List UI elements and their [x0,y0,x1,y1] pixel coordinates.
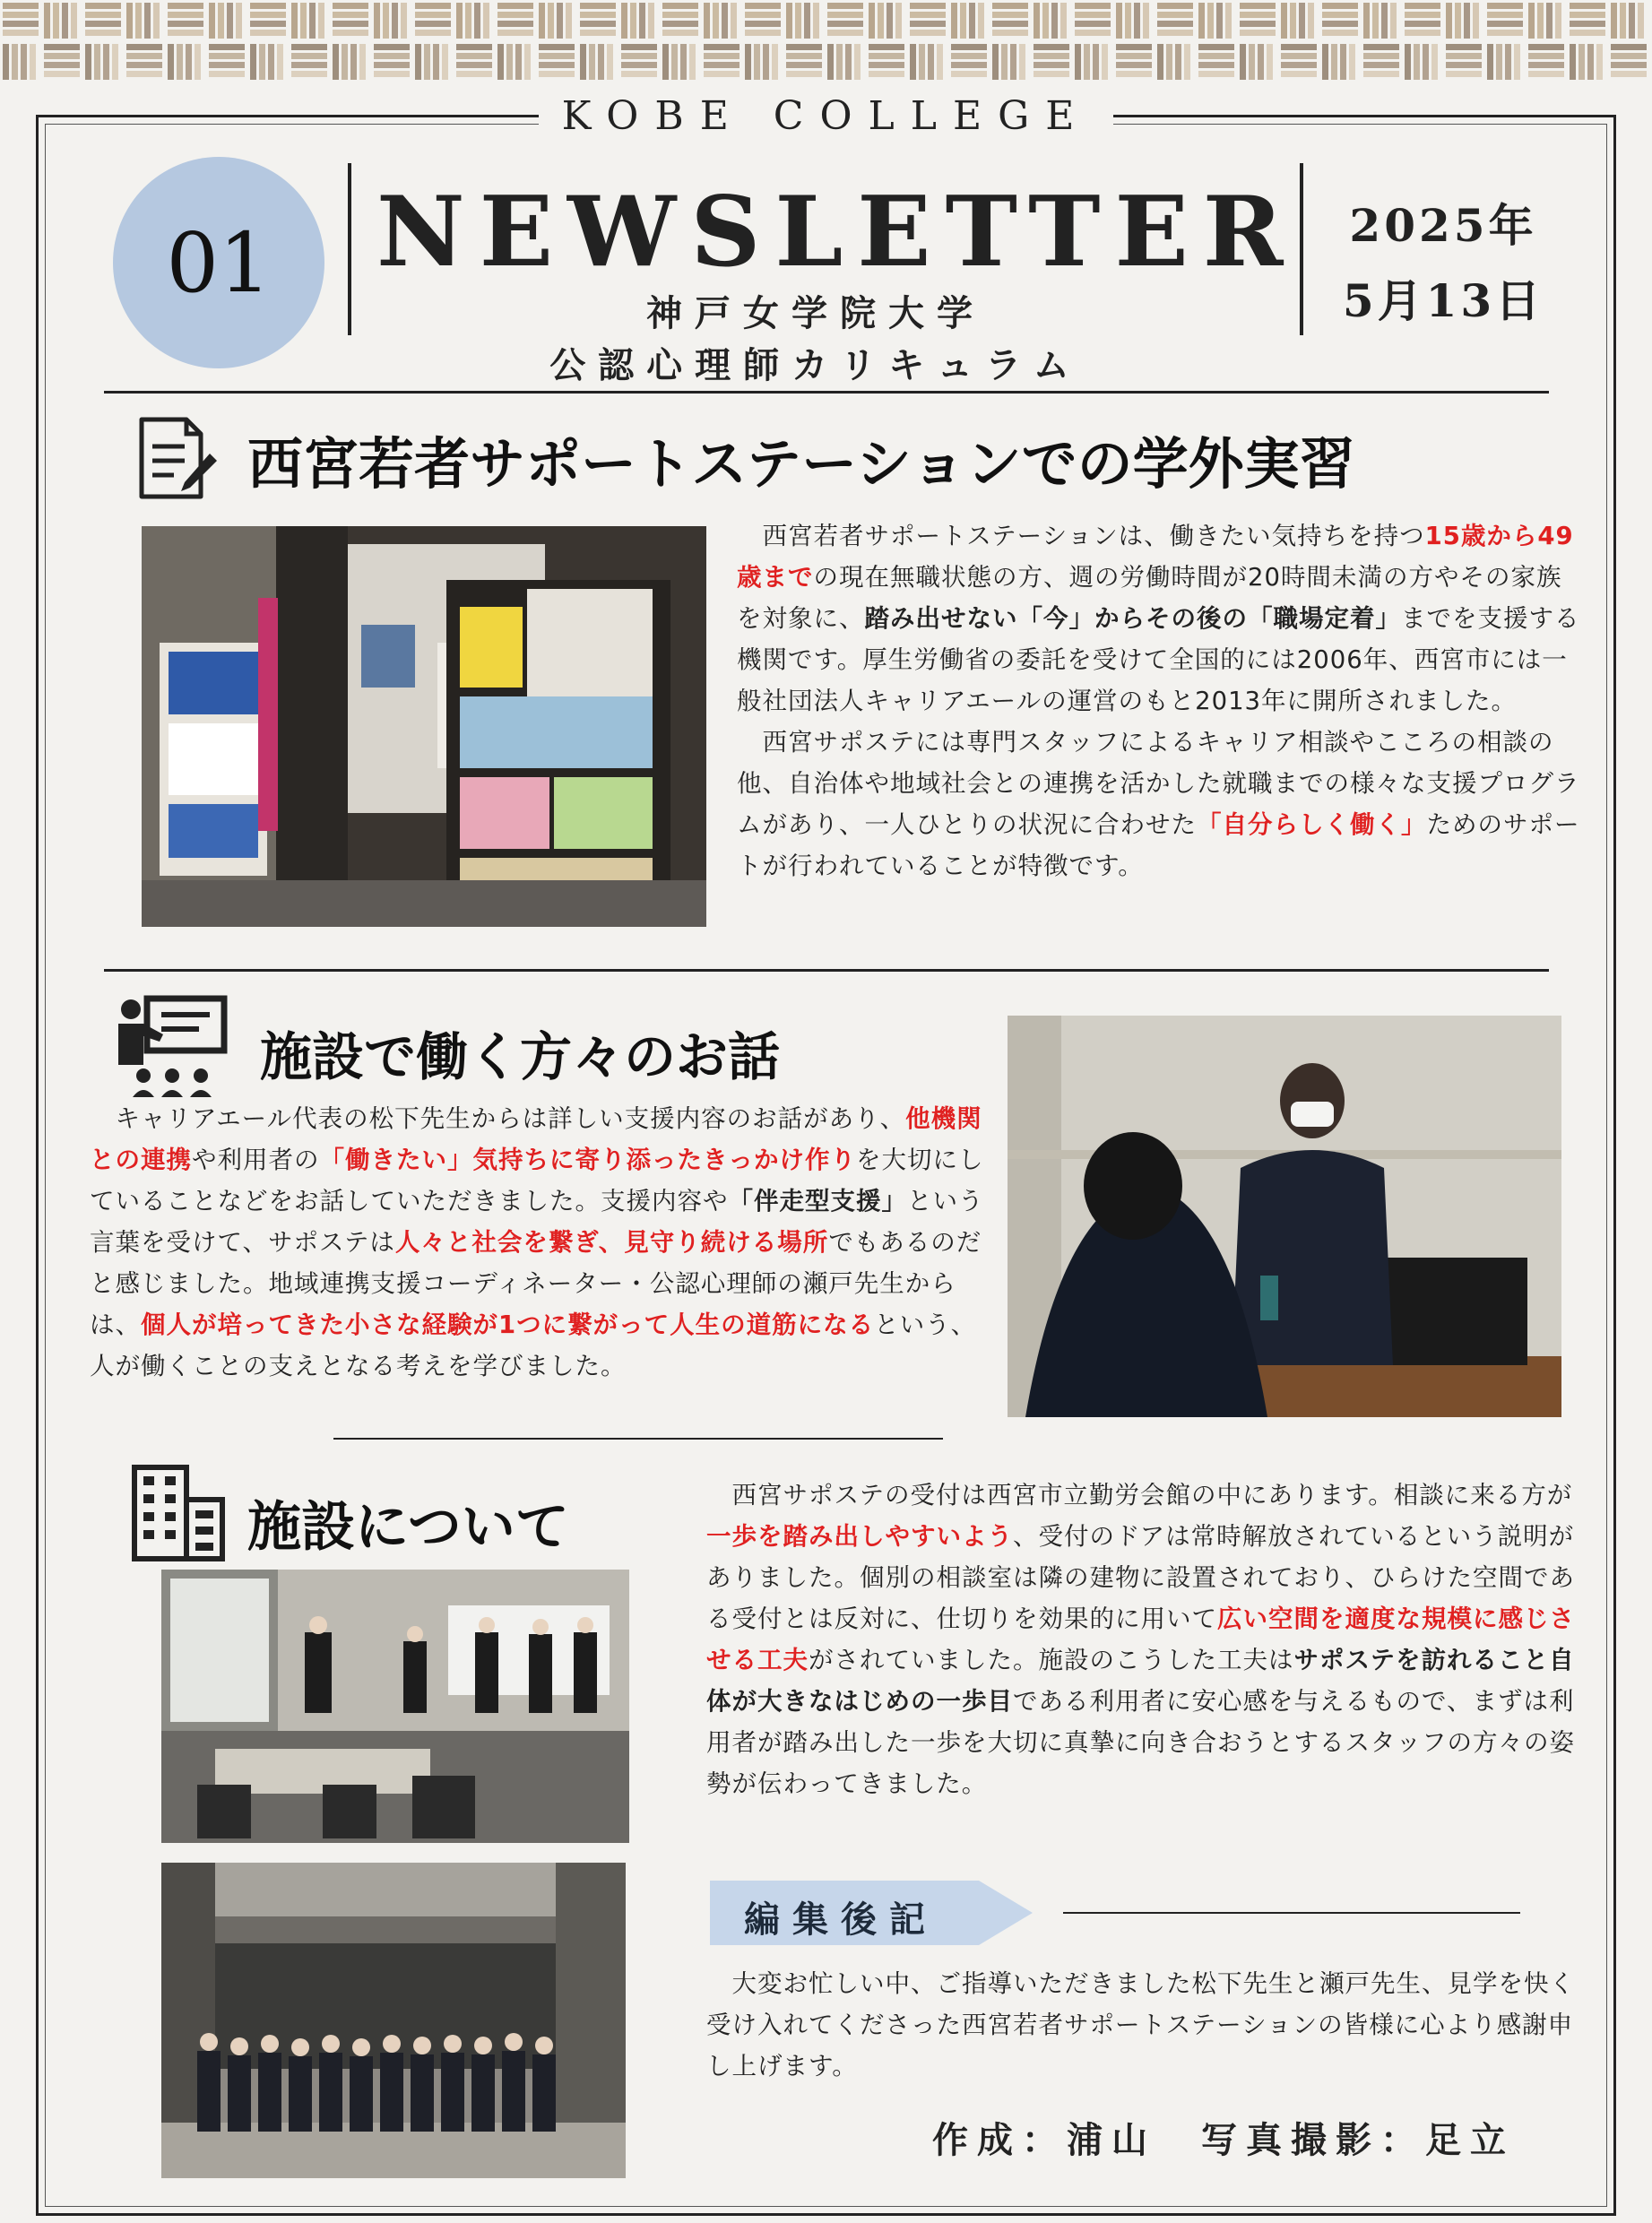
divider-right [1300,163,1303,335]
afterword-rule [1063,1912,1520,1914]
university-name: 神戸女学院大学 [646,292,985,334]
divider-left [348,163,351,335]
body-text-run: や利用者の [192,1146,320,1174]
speaker-presentation-photo [1008,1016,1561,1417]
header-rule [104,391,1549,394]
brand-header: KOBE COLLEGE [0,93,1652,139]
emphasis-text: 他機関との連携 [90,1104,982,1174]
afterword-label: 編集後記 [744,1899,938,1941]
issue-number-badge: 01 [113,157,324,368]
issue-date-day: 5月13日 [1342,274,1544,327]
body-text-run: 、受付のドアは常時解放されているという説明がありました。個別の相談室は隣の建物に設置されており、ひらけた空間である受付とは反対に、仕切りを効果的に用いて [706,1522,1575,1633]
emphasis-text: 人々と社会を繋ぎ、見守り続ける場所 [394,1228,829,1257]
emphasis-text: 「働きたい」気持ちに寄り添ったきっかけ作り [319,1146,856,1174]
section-heading-practicum: 西宮若者サポートステーションでの学外実習 [247,431,1355,497]
body-text-run: 西宮サポステの受付は西宮市立勤労会館の中にあります。相談に来る方が [706,1481,1573,1509]
afterword-body [706,1963,1585,2087]
credits: 作成：浦山 写真撮影：足立 [932,2119,1515,2161]
body-text-run: を大切にしていることなどをお話していただきました。支援内容や [90,1146,984,1215]
decorative-top-pattern [0,0,1652,82]
emphasis-text: 一歩を踏み出しやすいよう [706,1522,1013,1551]
body-text-run: までを支援する機関です。厚生労働省の委託を受けて全国的には2006年、西宮市には一般社団法人キャリアエールの運営のもと2013年に開所されました。 [737,604,1580,715]
emphasis-text: 「伴走型支援」 [728,1187,907,1215]
section2-paragraph [90,1098,993,1387]
body-text-run: キャリアエール代表の松下先生からは詳しい支援内容のお話があり、 [90,1104,906,1133]
body-text-run: でもあるのだと感じました。地域連携支援コーディネーター・公認心理師の瀬戸先生からは、 [90,1228,982,1339]
section-heading-staff-talk: 施設で働く方々のお話 [260,1026,781,1087]
section1-paragraph [737,722,1585,887]
section3-body [706,1475,1585,1804]
emphasis-text: 個人が培ってきた小さな経験が1つに繋がって人生の道筋になる [141,1310,875,1339]
group-photo-building-entrance [161,1863,626,2178]
body-text-run: がされていました。施設のこうした工夫は [809,1646,1294,1674]
emphasis-text: 踏み出せない「今」からその後の「職場定着」 [864,604,1401,633]
body-text-run: 西宮サポステには専門スタッフによるキャリア相談やこころの相談の他、自治体や地域社会との連携を活かした就職までの様々な支援プログラムがあり、一人ひとりの状況に合わせた [737,728,1580,839]
body-text-run: という、人が働くことの支えとなる考えを学びました。 [90,1310,977,1380]
body-text-run: ためのサポートが行われていることが特徴です。 [737,810,1580,880]
document-pen-icon [134,414,221,507]
curriculum-name: 公認心理師カリキュラム [549,344,1082,386]
section1-body [737,515,1585,887]
section3-paragraph [706,1475,1585,1804]
emphasis-text: 広い空間を適度な規模に感じさせる工夫 [706,1605,1575,1674]
section2-rule [333,1438,943,1440]
body-text-run: の現在無職状態の方、週の労働時間が20時間未満の方やその家族を対象に、 [737,563,1562,633]
body-text-run: 西宮若者サポートステーションは、働きたい気持ちを持つ [737,522,1425,550]
body-text-run: である利用者に安心感を与えるもので、まずは利用者が踏み出した一歩を大切に真摯に向き合おうとするスタッフの方々の姿勢が伝わってきました。 [706,1687,1575,1798]
presentation-audience-icon [113,993,229,1104]
buildings-icon [129,1464,228,1566]
emphasis-text: 15歳から49歳まで [737,522,1574,592]
body-text-run: という言葉を受けて、サポステは [90,1187,984,1257]
issue-date-year: 2025年 [1349,199,1537,252]
afterword-paragraph: 大変お忙しい中、ご指導いただきました松下先生と瀬戸先生、見学を快く受け入れてくださった西宮若者サポートステーションの皆様に心より感謝申し上げます。 [706,1969,1575,2080]
section-heading-facility: 施設について [247,1496,569,1559]
section1-paragraph [737,515,1585,722]
entrance-brochure-rack-photo [142,526,706,927]
emphasis-text: 「自分らしく働く」 [1197,810,1427,839]
section2-body [90,1098,993,1387]
emphasis-text: サポステを訪れること自体が大きなはじめの一歩目 [706,1646,1575,1716]
section1-rule [104,969,1549,972]
newsletter-title: NEWSLETTER [376,176,1298,289]
reception-room-photo [161,1570,629,1843]
